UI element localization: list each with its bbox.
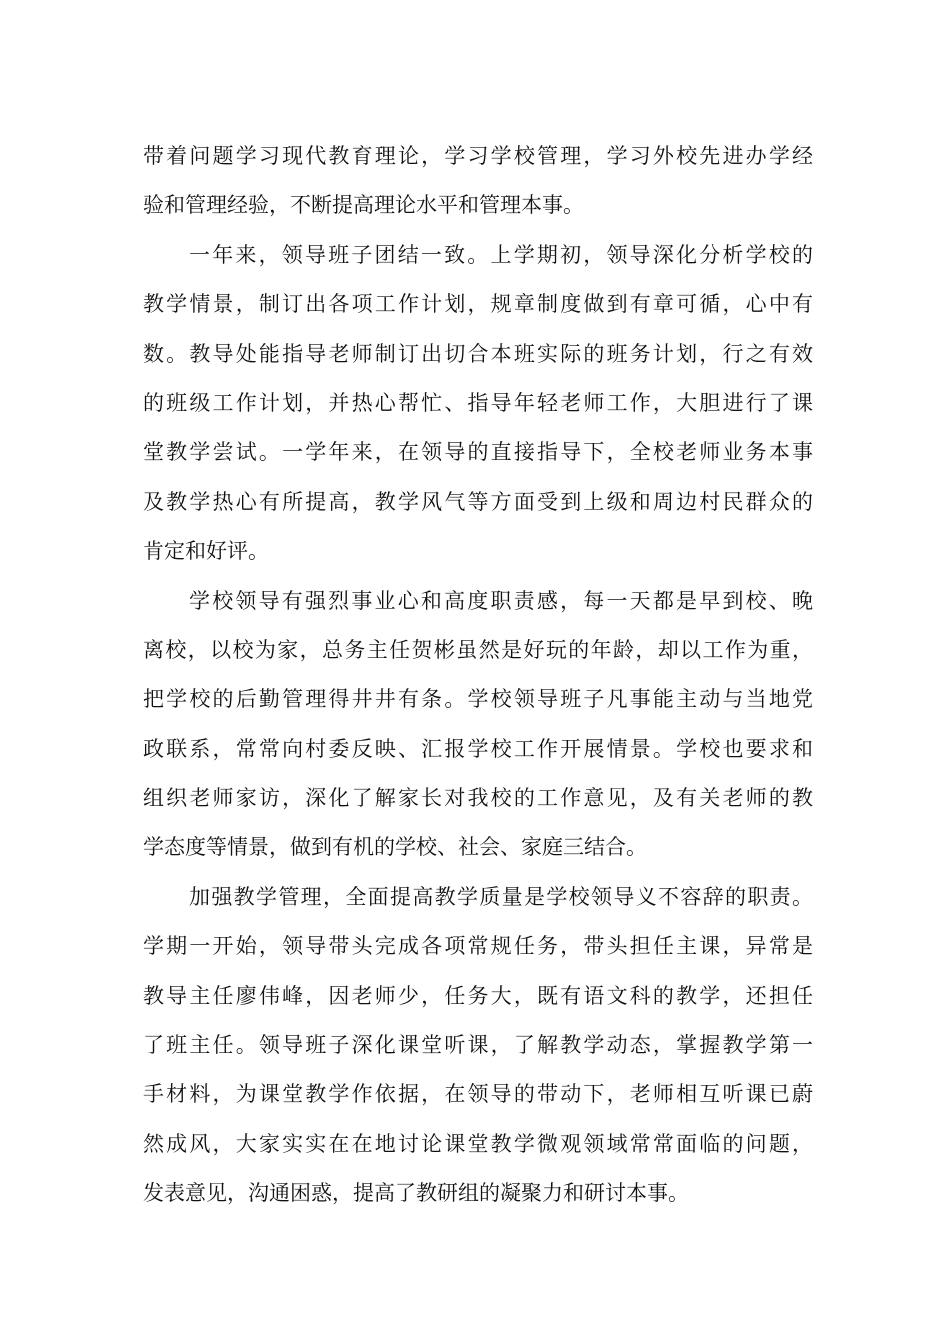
text-line: 带着问题学习现代教育理论，学习学校管理，学习外校先进办学经	[143, 144, 813, 168]
paragraph-first-line: 一年来，领导班子团结一致。上学期初，领导深化分析学校的	[189, 242, 813, 267]
text-line: 肯定和好评。	[143, 539, 269, 564]
text-line: 教导主任廖伟峰，因老师少，任务大，既有语文科的教学，还担任	[143, 983, 813, 1008]
text-line: 教学情景，制订出各项工作计划，规章制度做到有章可循，心中有	[143, 292, 813, 317]
paragraph-first-line: 加强教学管理，全面提高教学质量是学校领导义不容辞的职责。	[189, 884, 813, 909]
text-line: 了班主任。领导班子深化课堂听课，了解教学动态，掌握教学第一	[143, 1033, 813, 1058]
text-line: 的班级工作计划，并热心帮忙、指导年轻老师工作，大胆进行了课	[143, 390, 813, 415]
text-line: 数。教导处能指导老师制订出切合本班实际的班务计划，行之有效	[143, 341, 813, 366]
text-line: 组织老师家访，深化了解家长对我校的工作意见，及有关老师的教	[143, 786, 813, 811]
text-line: 学期一开始，领导带头完成各项常规任务，带头担任主课，异常是	[143, 934, 813, 959]
text-line: 学态度等情景，做到有机的学校、社会、家庭三结合。	[143, 835, 647, 860]
text-line: 然成风，大家实实在在地讨论课堂教学微观领域常常面临的问题，	[143, 1131, 813, 1156]
text-line: 手材料，为课堂教学作依据，在领导的带动下，老师相互听课已蔚	[143, 1082, 813, 1107]
text-line: 验和管理经验，不断提高理论水平和管理本事。	[143, 193, 584, 218]
text-line: 堂教学尝试。一学年来，在领导的直接指导下，全校老师业务本事	[143, 440, 813, 465]
text-line: 把学校的后勤管理得井井有条。学校领导班子凡事能主动与当地党	[143, 687, 813, 712]
text-line: 离校，以校为家，总务主任贺彬虽然是好玩的年龄，却以工作为重，	[143, 637, 813, 662]
text-line: 及教学热心有所提高，教学风气等方面受到上级和周边村民群众的	[143, 489, 813, 514]
document-body	[143, 132, 813, 1219]
paragraph-first-line: 学校领导有强烈事业心和高度职责感，每一天都是早到校、晚	[189, 588, 813, 613]
text-line: 发表意见，沟通困惑，提高了教研组的凝聚力和研讨本事。	[143, 1181, 689, 1206]
text-line: 政联系，常常向村委反映、汇报学校工作开展情景。学校也要求和	[143, 736, 813, 761]
